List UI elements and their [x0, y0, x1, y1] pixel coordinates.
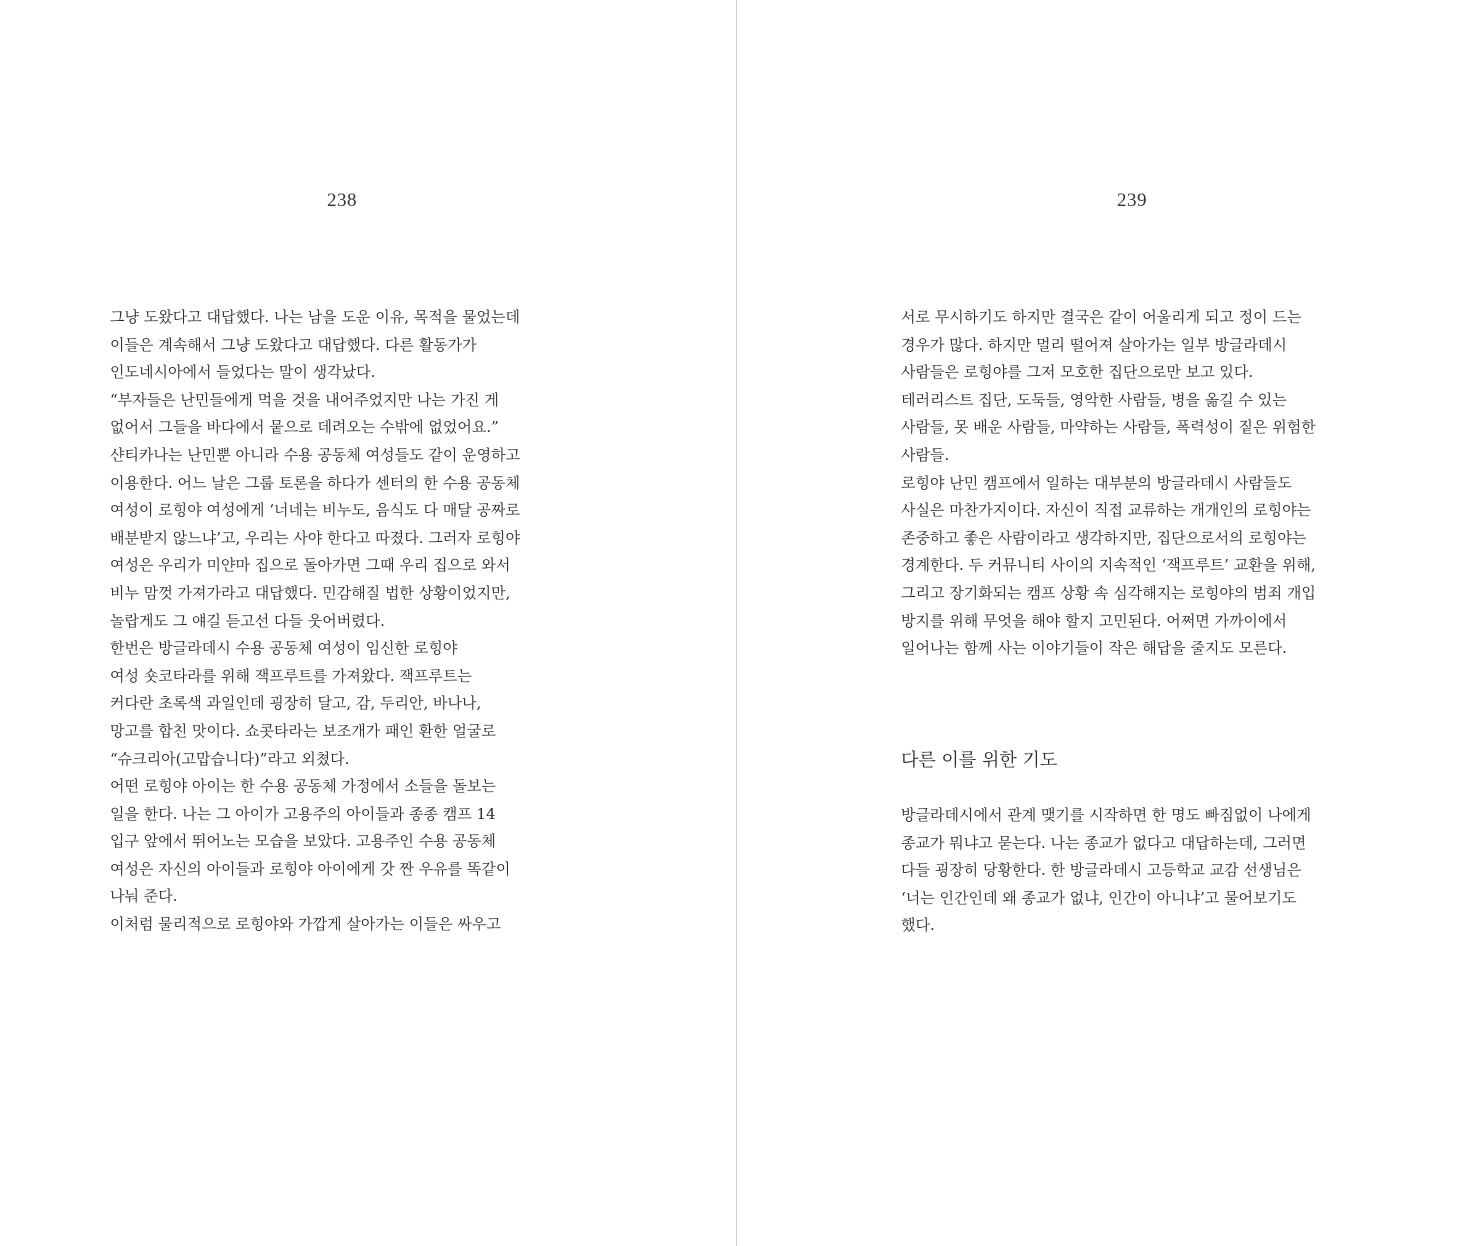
text-line: 방글라데시에서 관계 맺기를 시작하면 한 명도 빠짐없이 나에게 [901, 806, 1312, 824]
text-line: 이들은 계속해서 그냥 도왔다고 대답했다. 다른 활동가가 [110, 335, 477, 354]
text-line: 인도네시아에서 들었다는 말이 생각났다. [110, 363, 376, 382]
left-page-body [110, 304, 520, 939]
right-page-body [901, 304, 1316, 663]
text-line: ‘너는 인간인데 왜 종교가 없냐, 인간이 아니냐’고 물어보기도 [901, 888, 1297, 907]
left-page [0, 0, 736, 1246]
page-number-left: 238 [327, 190, 357, 211]
text-line: 나눠 준다. [110, 887, 178, 906]
text-line: 했다. [901, 916, 935, 935]
text-line: 경계한다. 두 커뮤니티 사이의 지속적인 ‘잭프루트’ 교환을 위해, [901, 556, 1316, 575]
text-line: 여성이 로힝야 여성에게 ‘너네는 비누도, 음식도 다 매달 공짜로 [110, 501, 520, 520]
right-page [737, 0, 1476, 1246]
text-line: 어떤 로힝야 아이는 한 수용 공동체 가정에서 소들을 돌보는 [110, 777, 496, 796]
text-line: 망고를 합친 맛이다. 쇼콧타라는 보조개가 패인 환한 얼굴로 [110, 721, 496, 740]
section-body [901, 802, 1311, 940]
text-line: 테러리스트 집단, 도둑들, 영악한 사람들, 병을 옮길 수 있는 [901, 390, 1287, 409]
text-line: 그냥 도왔다고 대답했다. 나는 남을 도운 이유, 목적을 물었는데 [110, 308, 520, 326]
text-line: 로힝야 난민 캠프에서 일하는 대부분의 방글라데시 사람들도 [901, 473, 1292, 492]
text-line: 일을 한다. 나는 그 아이가 고용주의 아이들과 종종 캠프 14 [110, 804, 496, 823]
text-line: 사실은 마찬가지이다. 자신이 직접 교류하는 개개인의 로힝야는 [901, 501, 1312, 520]
text-line: 사람들, 못 배운 사람들, 마약하는 사람들, 폭력성이 짙은 위험한 [901, 418, 1316, 437]
text-line: 일어나는 함께 사는 이야기들이 작은 해답을 줄지도 모른다. [901, 639, 1287, 658]
text-line: 경우가 많다. 하지만 멀리 떨어져 살아가는 일부 방글라데시 [901, 335, 1287, 354]
text-line: 존중하고 좋은 사람이라고 생각하지만, 집단으로서의 로힝야는 [901, 528, 1307, 547]
text-line: 사람들. [901, 445, 950, 464]
text-line: “슈크리아(고맙습니다)”라고 외쳤다. [110, 749, 350, 768]
text-line: 이처럼 물리적으로 로힝야와 가깝게 살아가는 이들은 싸우고 [110, 915, 501, 934]
text-line: 배분받지 않느냐’고, 우리는 사야 한다고 따졌다. 그러자 로힝야 [110, 528, 520, 547]
text-line: 방지를 위해 무엇을 해야 할지 고민된다. 어쩌면 가까이에서 [901, 611, 1287, 630]
text-line: 입구 앞에서 뛰어노는 모습을 보았다. 고용주인 수용 공동체 [110, 832, 496, 851]
section-heading: 다른 이를 위한 기도 [901, 750, 1058, 771]
text-line: 사람들은 로힝야를 그저 모호한 집단으로만 보고 있다. [901, 363, 1254, 382]
text-line: 이용한다. 어느 날은 그룹 토론을 하다가 센터의 한 수용 공동체 [110, 473, 520, 492]
text-line: 서로 무시하기도 하지만 결국은 같이 어울리게 되고 정이 드는 [901, 308, 1302, 326]
text-line: 비누 맘껏 가져가라고 대답했다. 민감해질 법한 상황이었지만, [110, 583, 511, 602]
text-line: 없어서 그들을 바다에서 뭍으로 데려오는 수밖에 없었어요.” [110, 418, 499, 437]
text-line: 여성 숏코타라를 위해 잭프루트를 가져왔다. 잭프루트는 [110, 666, 472, 685]
text-line: 여성은 자신의 아이들과 로힝야 아이에게 갓 짠 우유를 똑같이 [110, 859, 511, 878]
text-line: 종교가 뭐냐고 묻는다. 나는 종교가 없다고 대답하는데, 그러면 [901, 833, 1307, 852]
text-line: 그리고 장기화되는 캠프 상황 속 심각해지는 로힝야의 범죄 개입 [901, 583, 1316, 602]
text-line: 한번은 방글라데시 수용 공동체 여성이 임신한 로힝야 [110, 639, 458, 658]
text-line: 샨티카나는 난민뿐 아니라 수용 공동체 여성들도 같이 운영하고 [110, 445, 521, 464]
text-line: 다들 굉장히 당황한다. 한 방글라데시 고등학교 교감 선생님은 [901, 861, 1302, 880]
text-line: “부자들은 난민들에게 먹을 것을 내어주었지만 나는 가진 게 [110, 390, 499, 409]
text-line: 커다란 초록색 과일인데 굉장히 달고, 감, 두리안, 바나나, [110, 694, 482, 713]
text-line: 놀랍게도 그 얘길 듣고선 다들 웃어버렸다. [110, 611, 385, 630]
page-number-right: 239 [1117, 190, 1147, 211]
text-line: 여성은 우리가 미얀마 집으로 돌아가면 그때 우리 집으로 와서 [110, 556, 511, 575]
